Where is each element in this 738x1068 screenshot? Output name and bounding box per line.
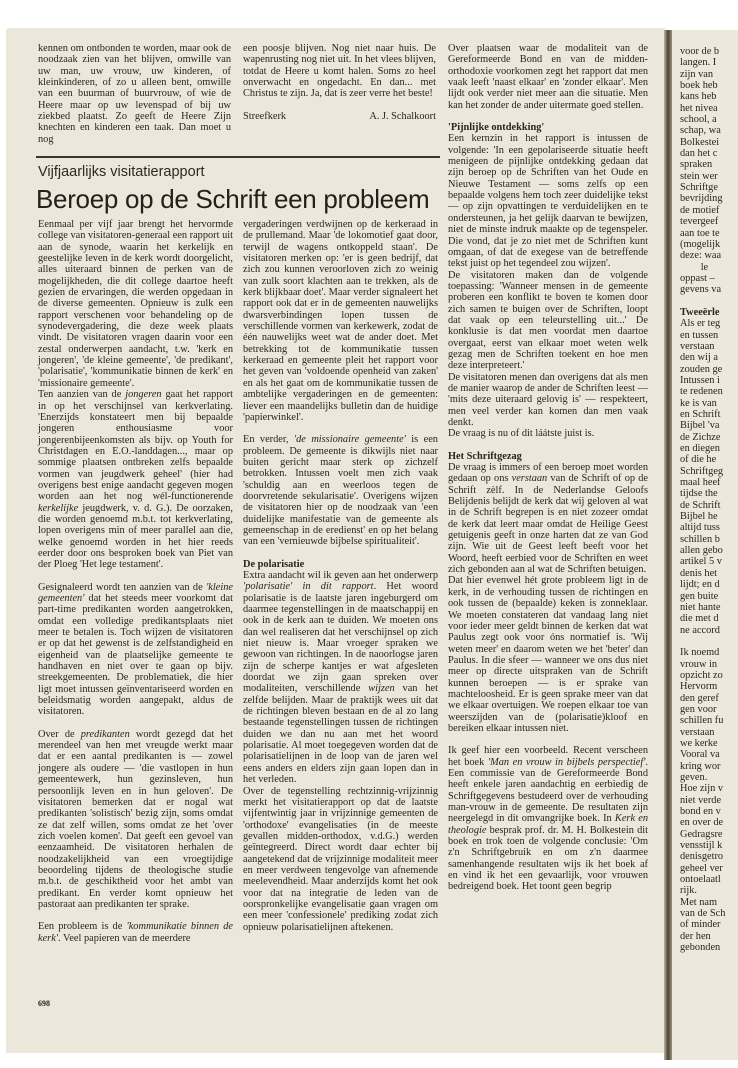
paragraph: De visitatoren menen dan overigens dat als men de manier waarop de ander de Schriften leest — 'mits deze uiteraard gelovig is' — respekteert, men veel verder kan komen dan men vaak denkt. [448, 371, 648, 428]
emphasis-text: Kerk en theologie [448, 813, 648, 836]
emphasis-text: 'de missionaire gemeente' [293, 434, 406, 446]
text-line-fragment: of minder [680, 919, 721, 931]
text-line-fragment: kans heb [680, 91, 717, 103]
text-line-fragment: bevrijding [680, 193, 723, 205]
text-line-fragment: aan toe te [680, 227, 720, 239]
paragraph: Dat hier evenwel hét grote probleem ligt in de kerk, in de verhouding tussen de richtingen en ook tussen de (bepaalde) keken is zonneklaar. We moeten constateren dat vandaag lang niet voor ieder meer geldt binnen de kerken dat wat Paulus zegt ook voor óns normatief is. 'Wij weten meer' en daarom weten we het 'beter' dan Paulus. In die sfeer — wanneer we ons dus niet meer op directe uitspraken van de Schrift kunnen beroepen — is er sprake van machteloosheid. Er is geen sprake meer van dat we elkaar overtuigen. We roepen elkaar toe van weerszijden van de (polarisatie)kloof en bereiken elkaar intussen niet. [448, 575, 648, 734]
paragraph [448, 462, 648, 575]
text-run: Gesignaleerd wordt ten aanzien van de [38, 581, 207, 593]
previous-article-text [243, 43, 436, 100]
text-line-fragment: Schriftge [680, 182, 718, 194]
text-run: gaat het rapport in op het verschijnsel van kerkverlating. 'Enerzijds konstateert men bij bepaalde jongeren enthousiasme voor jongerenbijeenkomsten als bijv. op Youth for Christdagen en E.O.-landdagen..., maar op sommige plaatsen ontbreken zelfs bepaalde vormen van jeugdwerk geheel' (hier had overigens best enige aandacht gegeven mogen worden aan het nog wél-functionerende [38, 389, 233, 503]
article-column-3 [448, 43, 648, 893]
text-run: Ik geef hier een voorbeeld. Recent verscheen het boek [448, 745, 648, 768]
paragraph: Over plaatsen waar de modaliteit van de Gereformeerde Bond en van de midden-orthodoxie voorkomen zegt het rapport dat men vaak leeft 'naast elkaar' en 'zonder elkaar'. Men lijdt ook verder niet meer aan die situatie. Men kan het zonder de ander uitermate goed stellen. [448, 43, 648, 111]
text-line-fragment: van de Sch [680, 908, 726, 920]
text-line-fragment: school, a [680, 114, 717, 126]
text-line-fragment: die met d [680, 613, 719, 625]
text-line-fragment: de Schrift [680, 499, 721, 511]
text-line-fragment: we kerke [680, 737, 718, 749]
subheading: 'Pijnlijke ontdekking' [448, 122, 545, 134]
paragraph: Een kernzin in het rapport is intussen de volgende: 'In een gepolariseerde situatie heeft menigeen de pijnlijke ontdekking gedaan dat zijn beroep op de Schriften van het Oude en Nieuwe Testament — soms zelfs op een bepaalde volgens hem toch zeer duidelijke tekst — op zijn opvattingen te verduidelijken en te ondersteunen, ja het gelijk daarvan te bewijzen, niet de minste indruk maakte op de tegenspeler. Die vond, dat je zo niet met de Schriften kunt omgaan, of dat de exegese van de betreffende tekst juist op het tegendeel zou wijzen'. [448, 133, 648, 270]
text-line-fragment: deze: waa [680, 250, 722, 262]
text-line-fragment: Bijbel he [680, 511, 718, 523]
text-line-fragment: Tweeërle [680, 306, 720, 318]
emphasis-text: kerkelijke [38, 502, 79, 514]
text-line-fragment: dan het c [680, 148, 718, 160]
paragraph: Eenmaal per vijf jaar brengt het hervormde college van visitatoren-generaal een rapport uit aan de synode, waarin het kerkelijk en geestelijke leven in de kerk wordt doorgelicht, alles uiteraard binnen de perken van de mogelijkheden, die dit college daartoe heeft gezien de ervaringen, die werden opgedaan in de diverse gemeenten. Opnieuw is zulk een rapport verschenen voor behandeling op de synodevergadering, die deze week plaats vindt. De visitatoren vragen daarin voor een zestal onderwerpen aandacht, t.w. 'kerk en jongeren', 'de kleine gemeente', 'de predikant', 'polarisatie', 'kommunikatie binnen de kerk' en 'missionaire gemeente'. [38, 219, 234, 389]
text-line-fragment: ne accord [680, 624, 720, 636]
paragraph: een poosje blijven. Nog niet naar huis. De wapenrusting nog niet uit. In het vlees blijven, totdat de Heere u komt halen. Soms zo heel onverwacht en ongedacht. En dan... met Christus te zijn. Ja, dat is zeer verre het beste! [243, 43, 436, 100]
article-column-1 [38, 219, 233, 944]
text-run: wordt gezegd dat het merendeel van hen met vreugde werkt maar dat er een aantal predikanten is — zowel jongere als oudere — 'die vastlopen in hun gemeentewerk, hun gezinsleven, hun persoonlijk leven en in hun geloven'. De visitatoren bemerken dat er nogal wat predikanten 'solistisch' bezig zijn, soms omdat ze dat zelf willen, soms omdat ze het 'over zich voelen komen'. Dat geeft een gevoel van eenzaamheid. De visitatoren herhalen de noodzakelijkheid van een vroegtijdige beoordeling tijdens de theologische studie m.b.t. de geschiktheid voor het ambt van predikant. En verder komt opnieuw het pastoraat aan predikanten ter sprake. [38, 728, 233, 910]
text-line-fragment: verstaan [680, 340, 718, 352]
text-run: Een probleem is de [38, 921, 127, 933]
text-run: De vraag is immers of een beroep moet worden gedaan op ons [448, 462, 648, 485]
text-line-fragment: verstaan [680, 726, 718, 738]
text-run: . Veel papieren van de meerdere [58, 932, 191, 944]
text-line-fragment: zijn van [680, 68, 716, 80]
paragraph [38, 389, 233, 571]
text-line-fragment: Bolkestei [680, 136, 720, 148]
next-page-edge [672, 30, 738, 1060]
text-line-fragment: altijd tuss [680, 522, 720, 534]
paragraph: Over de tegenstelling rechtzinnig-vrijzinnig merkt het visitatierapport op dat de laatste vijfentwintig jaar in vrijzinnige gemeenten de 'orthodoxe' evangelisaties (in de meeste gevallen midden-orthodox, v.d.G.) werden geïntegreerd. Direct wordt daar echter bij aangetekend dat de vrijzinnige modaliteit meer en meer verdween tengevolge van afnemende meelevendheid. Maar anderzijds komt het ook voor dat na integratie de leden van de oorspronkelijke evangelisatie gaan vragen om een meer 'confessionele' prediking zodat zich opnieuw polarisatielijnen aftekenen. [243, 785, 438, 933]
text-line-fragment: stein wer [680, 170, 718, 182]
text-line-fragment: gen voor [680, 703, 720, 715]
text-line-fragment: Vooral va [680, 749, 720, 761]
text-line-fragment: ke is van [680, 397, 717, 409]
paragraph [243, 570, 438, 786]
text-line-fragment: maal heef [680, 477, 721, 489]
emphasis-text: verstaan [511, 473, 548, 485]
text-line-fragment: Ik noemd [680, 647, 720, 659]
article-title: Beroep op de Schrift een probleem [36, 184, 430, 214]
paragraph [243, 434, 438, 547]
emphasis-text: 'Man en vrouw in bijbels perspectief' [487, 756, 646, 768]
previous-article-column-1 [38, 43, 231, 145]
text-line-fragment: langen. I [680, 57, 717, 69]
text-line-fragment: gebonden [680, 942, 721, 954]
text-line-fragment: schillen fu [680, 715, 724, 727]
text-line-fragment: schap, wa [680, 125, 721, 137]
emphasis-text: 'kleine gemeenten' [38, 581, 233, 604]
text-line-fragment: allen gebo [680, 545, 723, 557]
text-run: is een probleem. De gemeente is dikwijls niet naar buiten gericht maar sterk op zichzelf betrokken. Intussen voelt men zich vaak 'schuldig aan en weerloos tegen de doorvretende sekularisatie'. Overigens wijzen de visitatoren hier op de noodzaak van 'een duidelijke manifestatie van de gemeente als gemeenschap in de eredienst' en op het belang van een 'vernieuwde bijbelse spiritualiteit'. [243, 434, 438, 548]
subheading: De polarisatie [243, 558, 305, 570]
text-line-fragment: of die he [680, 454, 717, 466]
text-line-fragment: het nivea [680, 102, 718, 114]
text-line-fragment: de Zichze [680, 431, 721, 443]
text-run: dat het steeds meer voorkomt dat part-time predikanten worden aangetrokken, omdat een volledige predikantsplaats niet meer te betalen is. Toch wijzen de visitatoren er op dat het gewenst is de zelfstandigheid en eigenheid van de plaatselijke gemeente te handhaven en niet over te gaan op bijv. streekgemeenten. De problematiek, die hier ligt moet intussen geïnventariseerd worden en beleidsmatig worden aangepakt, aldus de visitatoren. [38, 593, 233, 718]
text-line-fragment: vrouw in [680, 658, 718, 670]
text-run: . Het woord polarisatie is de laatste jaren ingeburgerd om daarmee tegenstellingen in de maatschappij en ook in de kerk aan te duiden. We moeten ons dan wel realiseren dat het verschijnsel op zich niet nieuw is. Maar vroeger spraken we gewoon van richtingen. In de naoorlogse jaren zijn de scherpe kantjes er wat afgesleten doordat we zijn gaan spreken over modaliteiten, verschillende [243, 581, 438, 695]
text-line-fragment: (mogelijk [680, 238, 721, 250]
text-line-fragment: le [680, 261, 709, 273]
text-line-fragment: vensstijl k [680, 840, 723, 852]
text-line-fragment: spraken [680, 159, 715, 171]
paragraph [38, 729, 233, 911]
paragraph [38, 921, 233, 944]
text-line-fragment: en diegen [680, 443, 720, 455]
text-run: Ten aanzien van de [38, 389, 126, 401]
previous-article-column-2 [243, 43, 436, 122]
emphasis-text: 'kommunikatie binnen de kerk' [38, 921, 233, 944]
text-line-fragment: Bijbel 'va [680, 420, 720, 432]
text-line-fragment: tevergeef [680, 216, 719, 228]
text-line-fragment: gen buite [680, 590, 719, 602]
text-run: Extra aandacht wil ik geven aan het onderwerp [243, 569, 438, 581]
emphasis-text: wijzen [368, 683, 395, 695]
text-line-fragment: denisgetro [680, 851, 724, 863]
text-run: van het zelfde belijden. Maar de praktijk wees uit dat de richtingen bleven bestaan en de al zo lang bestaande tegenstellingen tussen de richtingen duiden we dan nu aan met het woord polarisatie. Al moet toegegeven worden dat de polarisatielijnen in de loop van de jaren wel eens anders en elders zijn gaan lopen dan in het verleden. [243, 683, 439, 786]
text-line-fragment: te redenen [680, 386, 723, 398]
text-line-fragment: geheel ver [680, 862, 723, 874]
text-line-fragment: Hervorm [680, 681, 718, 693]
text-line-fragment: en tussen [680, 329, 719, 341]
text-line-fragment [680, 296, 725, 307]
text-line-fragment: rijk. [680, 885, 697, 897]
paragraph: kennen om ontbonden te worden, maar ook de noodzaak zien van het blijven, omwille van uw man, uw vrouw, uw kinderen, of kleinkinderen, of zo u alleen bent, omwille van een buurman of buurvrouw, of wie de Heere maar op uw levenspad of bij uw ziekbed plaatst. Zo geeft de Heere Zijn knechten en kinderen een taak. Dan moet u nog [38, 43, 231, 145]
text-run: En verder, [243, 434, 294, 446]
text-line-fragment: artikel 5 v [680, 556, 722, 568]
subheading: Het Schriftgezag [448, 450, 522, 462]
text-line-fragment: geven. [680, 772, 708, 783]
text-line-fragment: en Schrift [680, 409, 721, 420]
text-line-fragment: Hoe zijn v [680, 783, 724, 795]
paragraph: De visitatoren maken dan de volgende toepassing: 'Wanneer mensen in de gemeente proberen een konflikt te boven te komen door zich samen te buigen over de Schriften, loopt dat vaak op een teleurstelling uit...' De konklusie is dat men voordat men daartoe overgaat, eerst van elkaar moet weten welk gezag men de Schriften toekent en hoe men deze interpreteert.' [448, 269, 648, 372]
paragraph: De vraag is nu of dit láátste juist is. [448, 428, 595, 440]
text-run: jeugdwerk, v. d. G.). De oorzaken, die worden genoemd m.b.t. tot kerkverlating, lopen overigens min of meer parallel aan die, welke genoemd worden in het hier reeds eerder door ons besproken boek van Piet van der Ploeg 'Het lege testament'. [38, 502, 233, 571]
text-line-fragment: oppast – [680, 272, 718, 284]
text-line-fragment: den wij a [680, 352, 718, 364]
page-number: 698 [38, 999, 50, 1008]
text-line-fragment: der hen [680, 930, 714, 942]
signature-place: Streefkerk [243, 110, 287, 122]
signature-line [243, 111, 436, 122]
article-kicker: Vijfjaarlijks visitatierapport [38, 164, 205, 180]
text-line-fragment: Schriftgeg [680, 465, 724, 477]
text-run: . Een commissie van de Gereformeerde Bond heeft enkele jaren aandachtig en eerbiedig de Schriftgegevens bestudeerd over de verhouding man-vrouw in de gemeente. De resultaten zijn neergelegd in dit omvangrijke boek. In [448, 756, 649, 825]
text-line-fragment: voor de b [680, 46, 720, 57]
paragraph [448, 745, 648, 892]
text-line-fragment: opzicht zo [680, 669, 723, 681]
text-line-fragment: den geref [680, 692, 719, 704]
text-run: besprak prof. dr. M. H. Bolkestein dit boek en trok toen de volgende conclusie: 'Om z'n Schriftgebruik en om z'n daarmee samenhangende resultaten wijs ik het boek af en vind ik het een gevaarlijk, voor vrouwen bedreigend boek. Het toont geen begrip [448, 824, 648, 893]
paragraph: vergaderingen verdwijnen op de kerkeraad in de prullemand. Maar 'de lokomotief gaat door, terwijl de wagens ontkoppeld staan'. De visitatoren merken op: 'er is geen bedrijf, dat zich zou kunnen veroorloven zich zo weinig van zulk soort klachten aan te trekken, als de kerk blijkbaar doet'. Maar verder signaleert het rapport ook dat er in de gemeenten nauwelijks dwarsverbindingen lopen tussen de verschillende vormen van kerkewerk, zodat de één nauwelijks weet wat de ander doet. Met betrekking tot de kommunikatie tussen kerkeraad en gemeente pleit het rapport voor het geven van 'voldoende openheid van zaken' en als het gaat om de kommunikatie tussen de ambtelijke vergaderingen en de gemeenten: liever een maandelijks bulletin dan de huidige 'papierwinkel'. [243, 219, 438, 423]
text-run: van de Schrift of op de Schrift zèlf. In de Nederlandse Geloofs Belijdenis belijdt de kerk dat wij geloven al wat in de Schrift begrepen is en niet zozeer omdat de kerk dat leert maar omdat de Heilige Geest getuigenis geeft in onze harten dat ze van God zijn. Wie uit de Geest leeft beeft voor het Woord, heeft eerbied voor de Schriften en weet zich gebonden aan al wat de Schriften betuigen. [448, 473, 649, 576]
text-line-fragment: boek heb [680, 80, 718, 92]
text-line-fragment: niet verde [680, 794, 722, 806]
text-line-fragment: niet hante [680, 601, 721, 613]
article-column-2 [243, 219, 438, 933]
text-line-fragment: denis het [680, 567, 718, 579]
text-line-fragment: kring wor [680, 760, 721, 772]
text-line-fragment: zouden ge [680, 363, 723, 375]
text-line-fragment: de motief [680, 204, 720, 216]
text-line-fragment: Gedragsre [680, 828, 723, 840]
text-line-fragment: en over de [680, 817, 724, 829]
article-divider [36, 156, 440, 158]
emphasis-text: predikanten [80, 728, 130, 740]
text-line-fragment: ontoelaatl [680, 874, 721, 886]
text-line-fragment: Intussen i [680, 374, 720, 386]
text-line-fragment: schillen b [680, 533, 720, 545]
text-line-fragment: bond en v [680, 806, 721, 818]
next-page-text [680, 46, 725, 954]
text-line-fragment: lijdt; en d [680, 579, 720, 591]
signature-author: A. J. Schalkoort [369, 110, 436, 122]
emphasis-text: jongeren [125, 389, 162, 401]
text-line-fragment: Met nam [680, 896, 718, 908]
emphasis-text: 'polarisatie' in dit rapport [243, 581, 374, 593]
text-line-fragment: tijdse the [680, 488, 718, 500]
paragraph [38, 582, 233, 718]
text-line-fragment: gevens va [680, 284, 722, 296]
text-line-fragment [680, 636, 725, 647]
text-line-fragment: Als er teg [680, 318, 721, 330]
page-gutter [664, 30, 672, 1060]
text-run: Over de [38, 728, 81, 740]
